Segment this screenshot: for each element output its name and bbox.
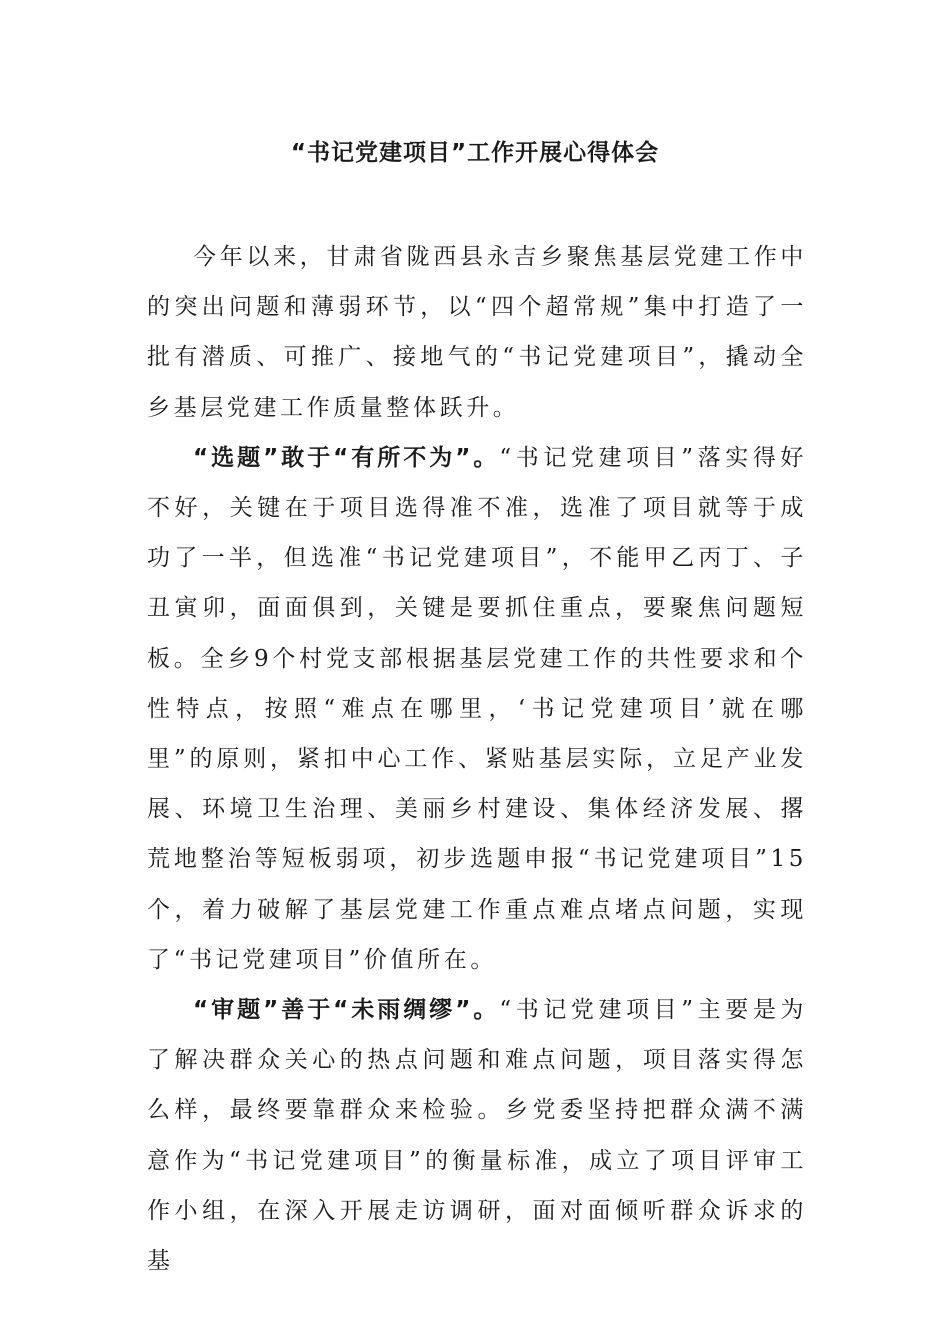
paragraph-topic-review (147, 985, 807, 1286)
paragraph-topic-selection (147, 433, 807, 985)
paragraph-topic-selection-text: “书记党建项目”落实得好不好，关键在于项目选得准不准，选准了项目就等于成功了一半，但选准“书记党建项目”，不能甲乙丙丁、子丑寅卯，面面俱到，关键是要抓住重点，要聚焦问题短板。全乡9个村党支部根据基层党建工作的共性要求和个性特点，按照“难点在哪里，‘书记党建项目’就在哪里”的原则，紧扣中心工作、紧贴基层实际，立足产业发展、环境卫生治理、美丽乡村建设、集体经济发展、撂荒地整治等短板弱项，初步选题申报“书记党建项目”15个，着力破解了基层党建工作重点难点堵点问题，实现了“书记党建项目”价值所在。 (147, 444, 808, 973)
paragraph-topic-selection-heading: “选题”敢于“有所不为”。 (193, 444, 500, 471)
paragraph-intro-text: 今年以来，甘肃省陇西县永吉乡聚焦基层党建工作中的突出问题和薄弱环节，以“四个超常规”集中打造了一批有潜质、可推广、接地气的“书记党建项目”，撬动全乡基层党建工作质量整体跃升。 (147, 244, 807, 421)
paragraph-topic-review-heading: “审题”善于“未雨绸缪”。 (193, 997, 500, 1024)
document-body (147, 232, 807, 1286)
document-title: “书记党建项目”工作开展心得体会 (290, 140, 660, 166)
paragraph-intro (147, 232, 807, 433)
paragraph-topic-review-text: “书记党建项目”主要是为了解决群众关心的热点问题和难点问题，项目落实得怎么样，最终要靠群众来检验。乡党委坚持把群众满不满意作为“书记党建项目”的衡量标准，成立了项目评审工作小组，在深入开展走访调研，面对面倾听群众诉求的基 (147, 997, 808, 1275)
